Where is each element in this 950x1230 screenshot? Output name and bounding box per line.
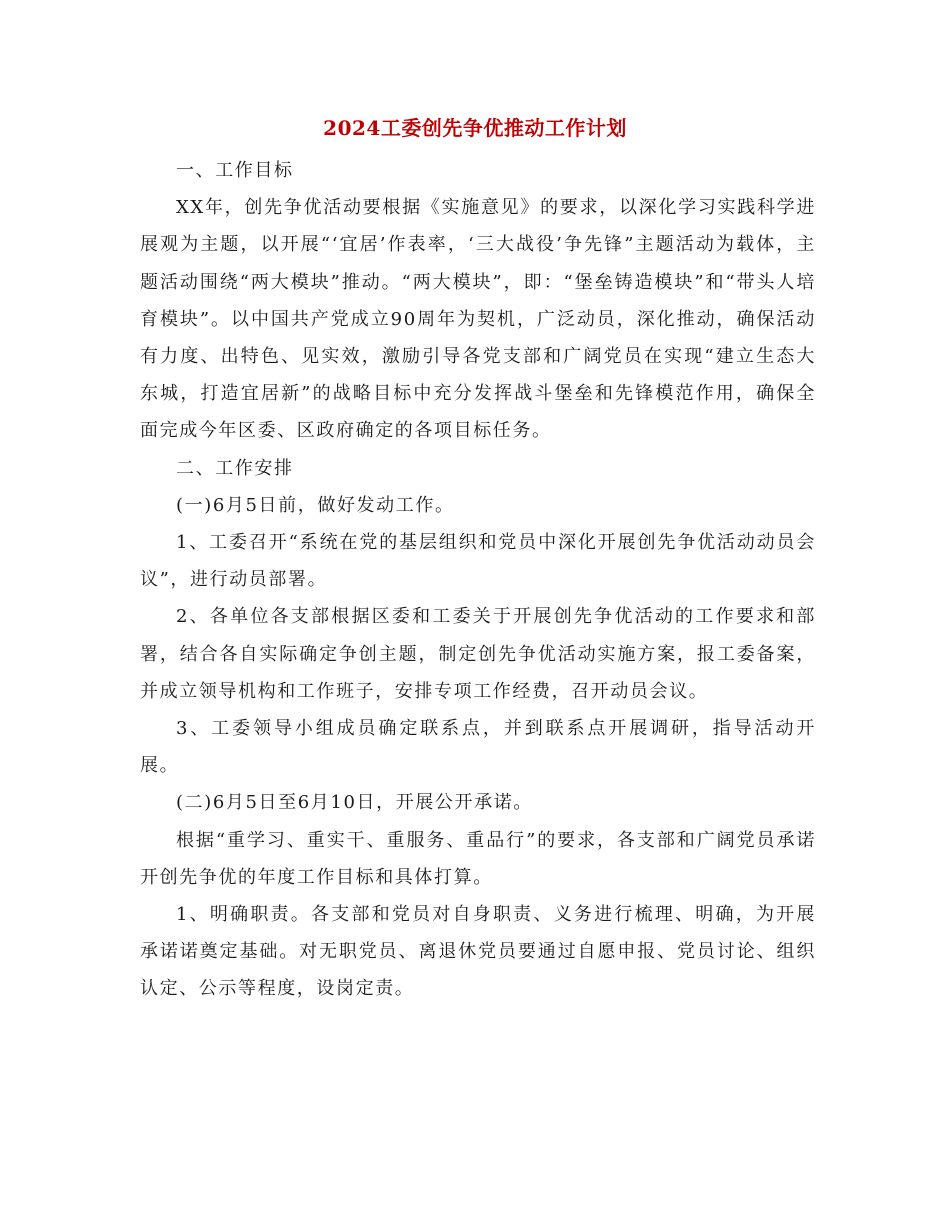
section-heading-arrangement: 二、工作安排 — [176, 457, 294, 479]
paragraph-item-2: 2、各单位各支部根据区委和工委关于开展创先争优活动的工作要求和部署，结合各自实际确定争创主题，制定创先争优活动实施方案，报工委备案，并成立领导机构和工作班子，安排专项工作经费，召开动员会议。 — [140, 606, 816, 702]
subheading-public-commitment: (二)6月5日至6月10日，开展公开承诺。 — [176, 792, 533, 814]
paragraph-duties: 1、明确职责。各支部和党员对自身职责、义务进行梳理、明确，为开展承诺诺奠定基础。对无职党员、离退休党员要通过自愿申报、党员讨论、组织认定、公示等程度，设岗定责。 — [140, 904, 816, 1000]
paragraph-item-3: 3、工委领导小组成员确定联系点，并到联系点开展调研，指导活动开展。 — [140, 718, 816, 777]
document-body — [140, 152, 816, 1008]
paragraph-item-1: 1、工委召开“系统在党的基层组织和党员中深化开展创先争优活动动员会议”，进行动员部署。 — [140, 532, 816, 591]
section-heading-goals: 一、工作目标 — [176, 160, 294, 181]
paragraph-commitment: 根据“重学习、重实干、重服务、重品行”的要求，各支部和广阔党员承诺开创先争优的年度工作目标和具体打算。 — [140, 829, 816, 888]
paragraph-goals: XX年，创先争优活动要根据《实施意见》的要求，以深化学习实践科学进展观为主题，以开展“‘宜居’作表率，‘三大战役’争先锋”主题活动为载体，主题活动围绕“两大模块”推动。“两大模块”，即：“堡垒铸造模块”和“带头人培育模块”。以中国共产党成立90周年为契机，广泛动员，深化推动，确保活动有力度、出特色、见实效，激励引导各党支部和广阔党员在实现“建立生态大东城，打造宜居新”的战略目标中充分发挥战斗堡垒和先锋模范作用，确保全面完成今年区委、区政府确定的各项目标任务。 — [140, 197, 816, 442]
subheading-mobilization: (一)6月5日前，做好发动工作。 — [176, 494, 455, 516]
document-title: 2024工委创先争优推动工作计划 — [323, 116, 627, 140]
